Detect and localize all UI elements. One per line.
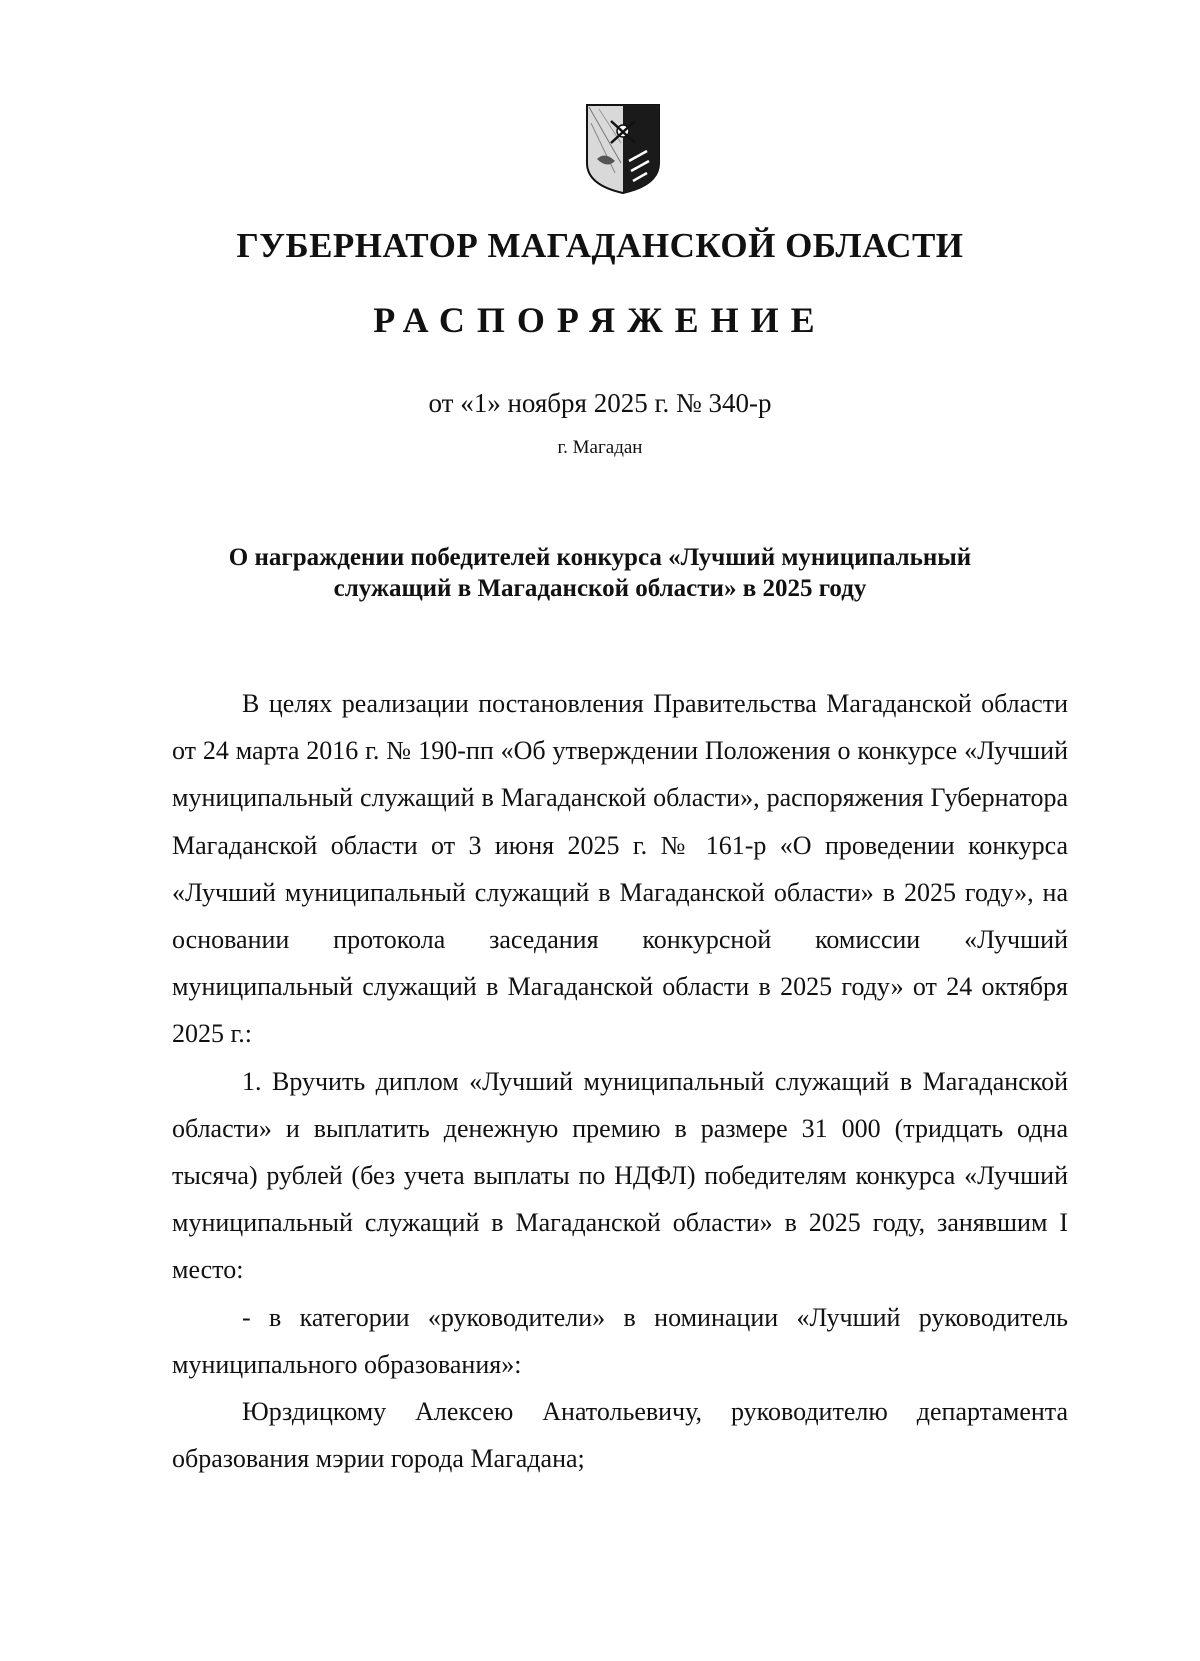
document-date-number: от «1» ноября 2025 г. № 340-р [428,388,772,418]
preamble-paragraph: В целях реализации постановления Правительства Магаданской области от 24 марта 2016 г. № 190-пп «Об утверждении Положения о конкурсе «Лучший муниципальный служащий в Магаданской области», распоряжения Губернатора Магаданской области от 3 июня 2025 г. № 161-р «О проведении конкурса «Лучший муниципальный служащий в Магаданской области» в 2025 году», на основании протокола заседания конкурсной комиссии «Лучший муниципальный служащий в Магаданской области в 2025 году» от 24 октября 2025 г.: [172,689,1068,1049]
document-title-line-1: О награждении победителей конкурса «Лучший муниципальный [228,544,972,571]
document-title [160,542,1040,604]
document-title-line-2: служащий в Магаданской области» в 2025 году [333,575,867,602]
document-type: РАСПОРЯЖЕНИЕ [373,300,827,340]
document-body [172,680,1068,1482]
coat-of-arms-icon [585,103,661,195]
issuing-authority: ГУБЕРНАТОР МАГАДАНСКОЙ ОБЛАСТИ [236,226,964,265]
winner-paragraph: Юрздицкому Алексею Анатольевичу, руководителю департамента образования мэрии города Магадана; [172,1397,1068,1474]
document-place: г. Магадан [557,437,643,458]
item-1-paragraph: 1. Вручить диплом «Лучший муниципальный служащий в Магаданской области» и выплатить денежную премию в размере 31 000 (тридцать одна тысяча) рублей (без учета выплаты по НДФЛ) победителям конкурса «Лучший муниципальный служащий в Магаданской области» в 2025 году, занявшим I место: [172,1066,1068,1285]
category-paragraph: - в категории «руководители» в номинации «Лучший руководитель муниципального образования»: [172,1302,1068,1379]
